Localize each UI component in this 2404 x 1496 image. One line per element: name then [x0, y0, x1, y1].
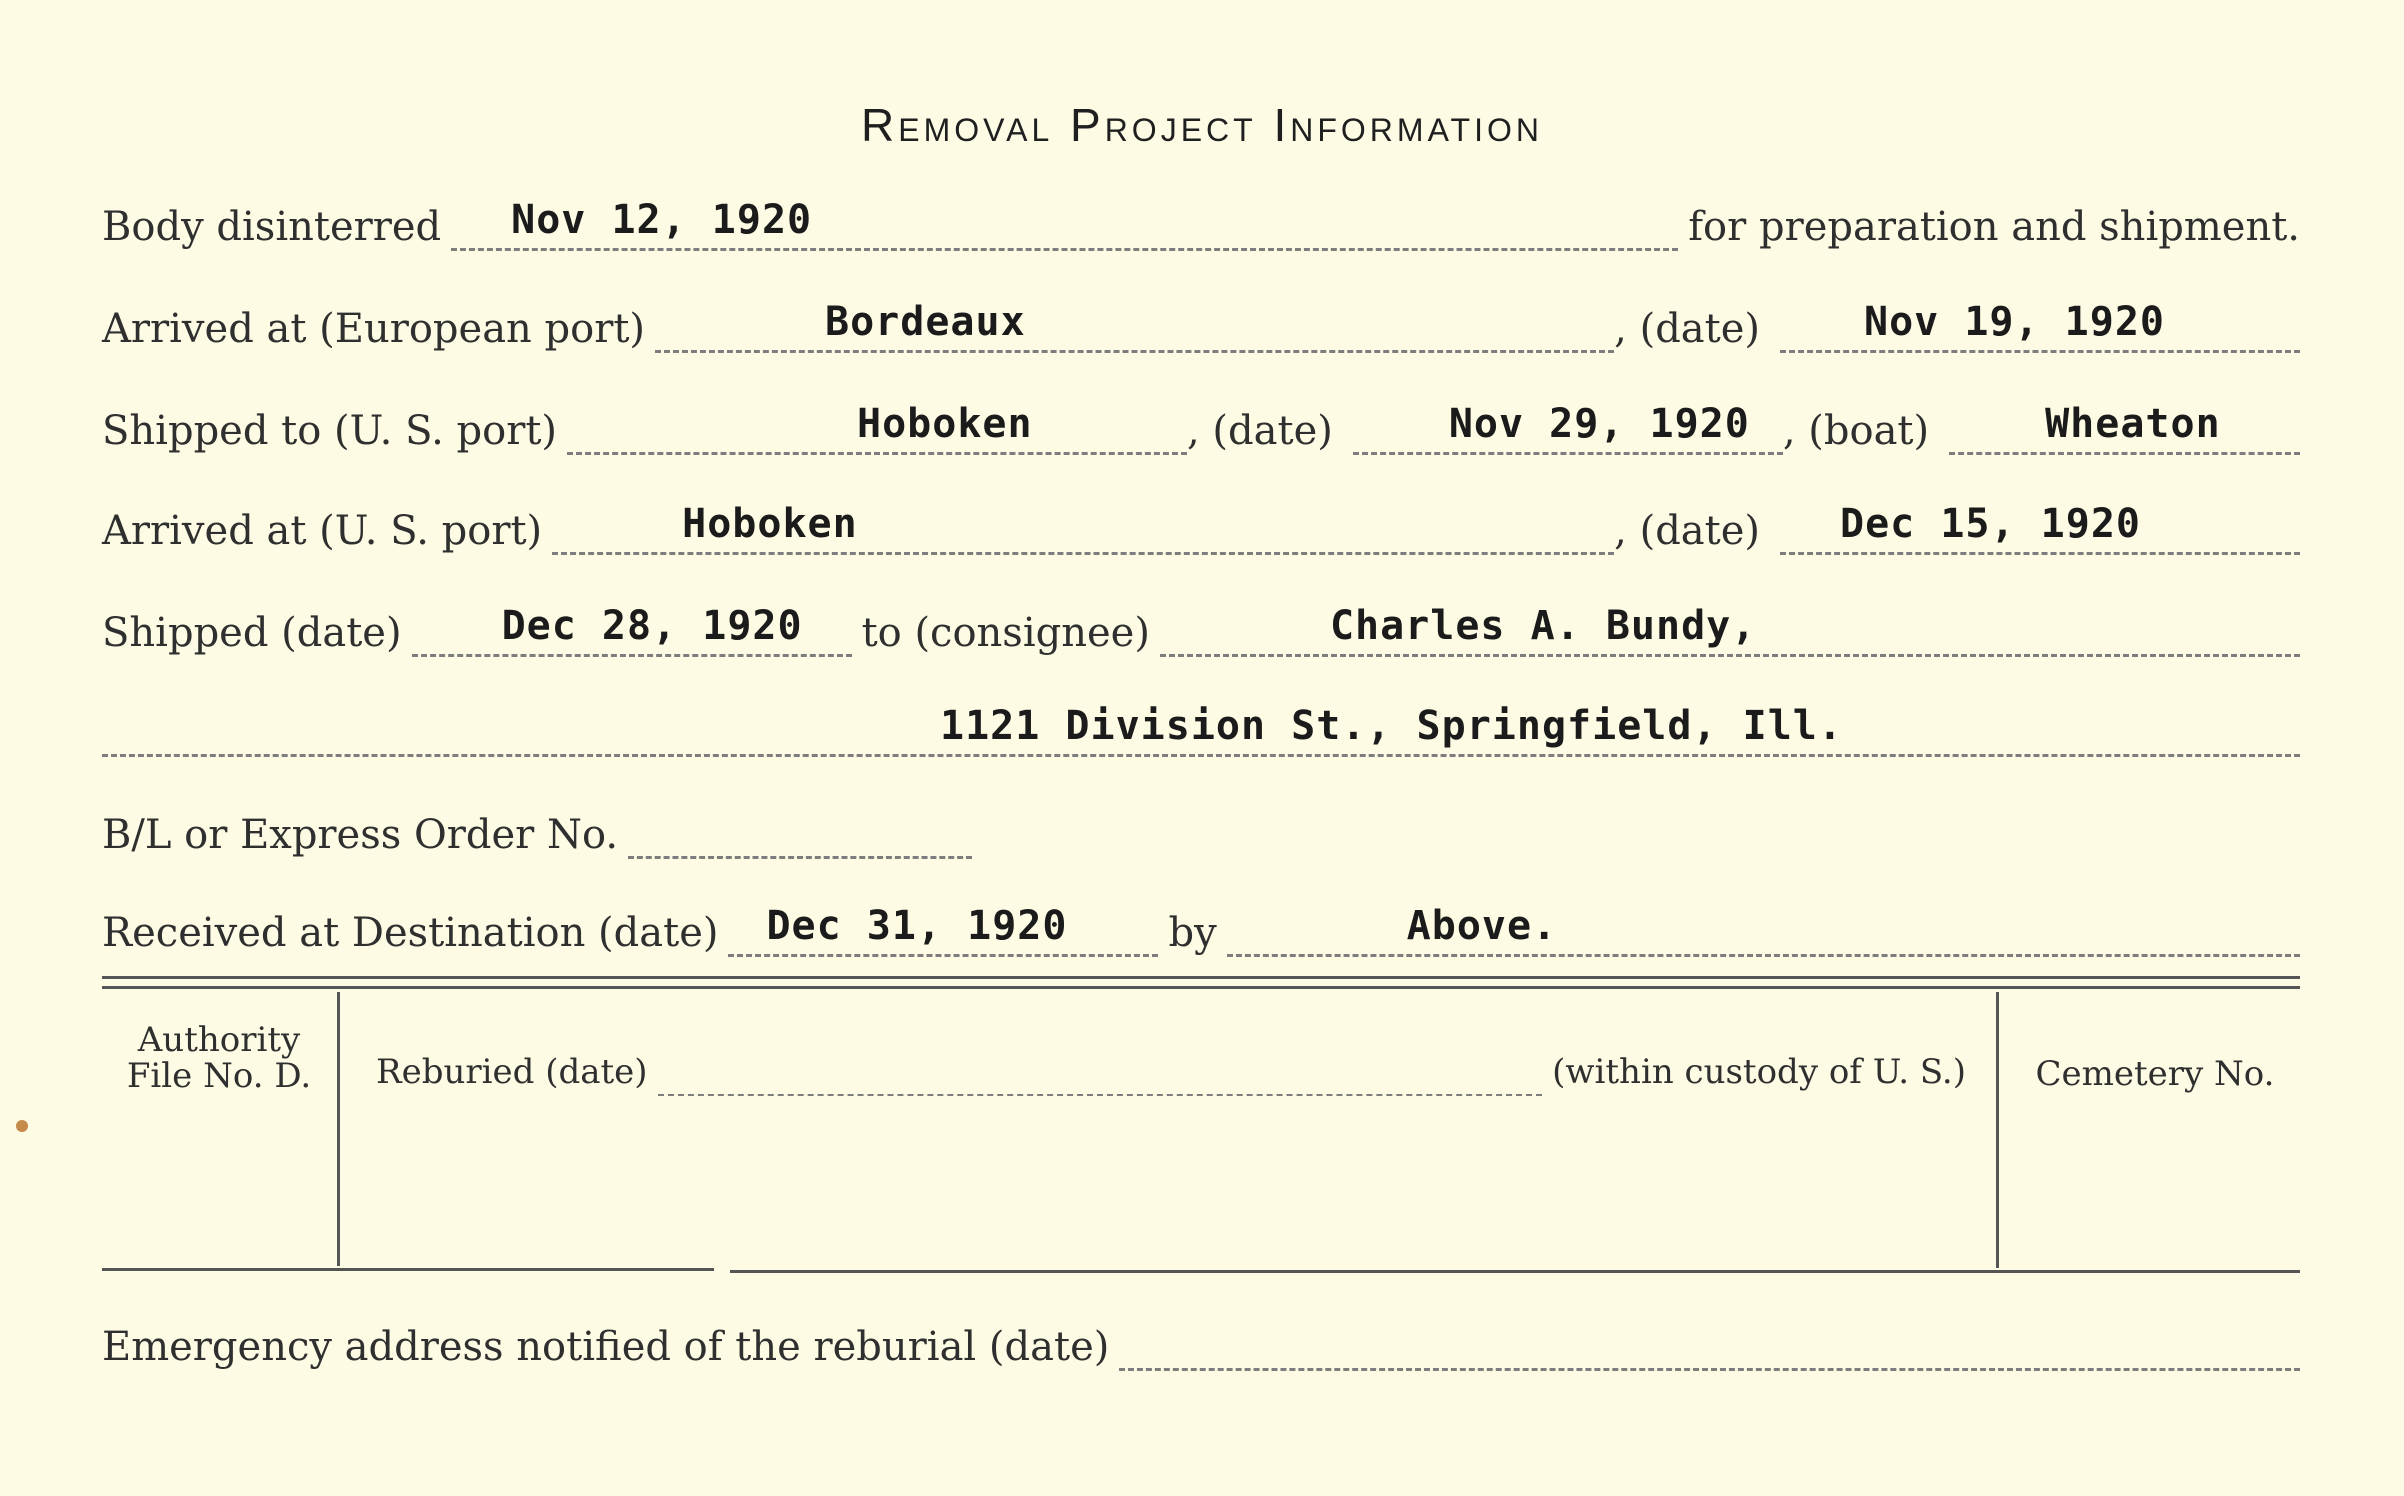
shipped-us-date-label: , (date) — [1187, 408, 1333, 454]
disinterred-value: Nov 12, 1920 — [511, 197, 813, 243]
shipped-date-field[interactable] — [412, 603, 852, 657]
consignee-address-field[interactable] — [102, 703, 2300, 757]
consignee-address-value: 1121 Division St., Springfield, Ill. — [940, 703, 1843, 749]
arrived-us-date-label: , (date) — [1614, 508, 1760, 554]
reburied-field[interactable] — [658, 1054, 1543, 1096]
received-by-field[interactable] — [1227, 903, 2300, 957]
received-date-field[interactable] — [728, 903, 1158, 957]
disinterred-label: Body disinterred — [102, 204, 442, 250]
shipped-us-boat-field[interactable] — [1949, 401, 2300, 455]
reburied-label: Reburied (date) — [376, 1052, 648, 1092]
row-arrived-us-port — [102, 501, 2300, 555]
arrived-us-label: Arrived at (U. S. port) — [102, 508, 543, 554]
shipped-us-port-value: Hoboken — [857, 401, 1033, 447]
arrived-us-date-field[interactable] — [1780, 501, 2300, 555]
consignee-label: to (consignee) — [861, 610, 1150, 656]
disinterred-suffix: for preparation and shipment. — [1688, 204, 2300, 250]
arrived-us-port-field[interactable] — [552, 501, 1614, 555]
disinterred-field[interactable] — [451, 197, 1678, 251]
arrived-europe-port-value: Bordeaux — [825, 299, 1026, 345]
received-by-label: by — [1168, 910, 1217, 956]
arrived-us-port-value: Hoboken — [682, 501, 858, 547]
box-bottom-rule-right — [730, 1270, 2300, 1273]
paper-speck — [16, 1120, 28, 1132]
box-bottom-rule-left — [102, 1268, 714, 1271]
box-top-rule-1 — [102, 976, 2300, 979]
authority-label — [110, 1022, 328, 1094]
received-label: Received at Destination (date) — [102, 910, 719, 956]
box-top-rule-2 — [102, 986, 2300, 989]
shipped-us-label: Shipped to (U. S. port) — [102, 408, 557, 454]
box-divider-right — [1996, 992, 1999, 1268]
emergency-field[interactable] — [1119, 1320, 2300, 1371]
arrived-us-date-value: Dec 15, 1920 — [1840, 501, 2141, 547]
shipped-date-value: Dec 28, 1920 — [501, 603, 803, 649]
shipped-us-port-field[interactable] — [567, 401, 1187, 455]
consignee-value: Charles A. Bundy, — [1329, 603, 1757, 649]
arrived-europe-label: Arrived at (European port) — [102, 306, 646, 352]
row-emergency-address — [102, 1320, 2300, 1371]
arrived-europe-date-label: , (date) — [1614, 306, 1760, 352]
arrived-europe-date-value: Nov 19, 1920 — [1864, 299, 2165, 345]
row-shipped-us-port — [102, 401, 2300, 455]
received-by-value: Above. — [1406, 903, 1558, 949]
shipped-us-boat-label: , (boat) — [1782, 408, 1930, 454]
custody-label: (within custody of U. S.) — [1552, 1052, 1966, 1092]
reburied-row — [376, 1048, 1966, 1096]
authority-label-line-1: Authority — [137, 1020, 301, 1060]
arrived-europe-date-field[interactable] — [1780, 299, 2300, 353]
shipped-date-label: Shipped (date) — [102, 610, 402, 656]
page-title: Removal Project Information — [861, 99, 1543, 151]
cemetery-label: Cemetery No. — [2035, 1054, 2275, 1094]
bl-field[interactable] — [628, 808, 972, 859]
consignee-field[interactable] — [1160, 603, 2300, 657]
emergency-label: Emergency address notified of the reburial (date) — [102, 1324, 1110, 1370]
authority-label-line-2: File No. D. — [126, 1056, 312, 1096]
row-consignee-address — [102, 703, 2300, 757]
arrived-europe-port-field[interactable] — [655, 299, 1614, 353]
bl-label: B/L or Express Order No. — [102, 812, 619, 858]
received-date-value: Dec 31, 1920 — [766, 903, 1068, 949]
box-divider-left — [337, 992, 340, 1266]
shipped-us-date-value: Nov 29, 1920 — [1448, 401, 1750, 447]
shipped-us-boat-value: Wheaton — [2045, 401, 2221, 447]
row-arrived-european-port — [102, 299, 2300, 353]
row-body-disinterred — [102, 197, 2300, 251]
row-received-destination — [102, 903, 2300, 957]
row-bl-order — [102, 808, 2300, 859]
shipped-us-date-field[interactable] — [1353, 401, 1783, 455]
row-shipped-consignee — [102, 603, 2300, 657]
